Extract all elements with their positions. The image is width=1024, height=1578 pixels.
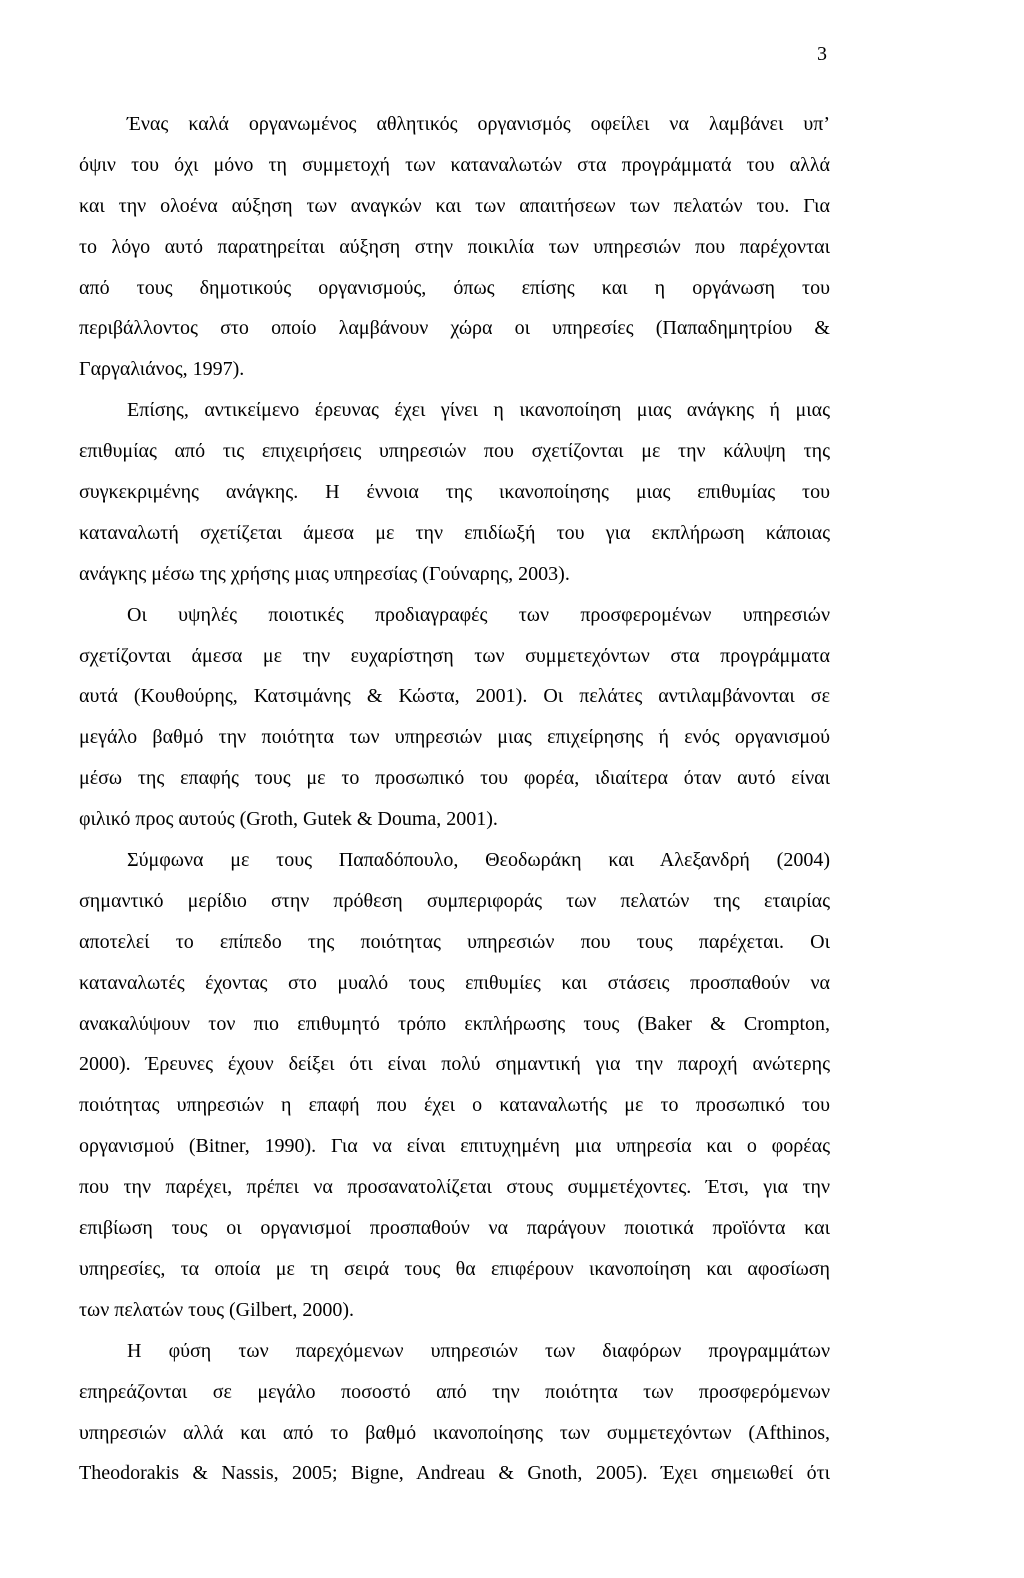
text-line: περιβάλλοντος στο οποίο λαμβάνουν χώρα οι υπηρεσίες (Παπαδημητρίου & <box>79 317 830 340</box>
paragraph <box>79 595 830 840</box>
text-line: μέσω της επαφής τους με το προσωπικό του φορέα, ιδιαίτερα όταν αυτό είναι <box>79 767 830 790</box>
text-line: Γαργαλιάνος, 1997). <box>79 358 245 381</box>
page-number: 3 <box>817 43 827 65</box>
text-line: υπηρεσίες, τα οποία με τη σειρά τους θα επιφέρουν ικανοποίηση και αφοσίωση <box>79 1257 830 1280</box>
text-line: καταναλωτές έχοντας στο μυαλό τους επιθυμίες και στάσεις προσπαθούν να <box>79 971 830 994</box>
text-line: που την παρέχει, πρέπει να προσανατολίζεται στους συμμετέχοντες. Έτσι, για την <box>79 1176 830 1199</box>
text-line: το λόγο αυτό παρατηρείται αύξηση στην ποικιλία των υπηρεσιών που παρέχονται <box>79 235 830 258</box>
text-line: όψιν του όχι μόνο τη συμμετοχή των καταναλωτών στα προγράμματά του αλλά <box>79 153 830 176</box>
text-line: συγκεκριμένης ανάγκης. Η έννοια της ικανοποίησης μιας επιθυμίας του <box>79 481 830 504</box>
text-line: ανακαλύψουν τον πιο επιθυμητό τρόπο εκπλήρωσης τους (Baker & Crompton, <box>79 1012 830 1035</box>
text-line: ποιότητας υπηρεσιών η επαφή που έχει ο καταναλωτής με το προσωπικό του <box>79 1094 830 1117</box>
text-line: και την ολοένα αύξηση των αναγκών και των απαιτήσεων των πελατών του. Για <box>79 194 830 217</box>
text-line: φιλικό προς αυτούς (Groth, Gutek & Douma, 2001). <box>79 808 498 831</box>
text-line: μεγάλο βαθμό την ποιότητα των υπηρεσιών μιας επιχείρησης ή ενός οργανισμού <box>79 726 830 749</box>
text-line: επιβίωση τους οι οργανισμοί προσπαθούν να παράγουν ποιοτικά προϊόντα και <box>79 1217 830 1240</box>
text-line: καταναλωτή σχετίζεται άμεσα με την επιδίωξή του για εκπλήρωση κάποιας <box>79 521 830 544</box>
text-line: Οι υψηλές ποιοτικές προδιαγραφές των προσφερομένων υπηρεσιών <box>127 603 830 626</box>
text-line: οργανισμού (Bitner, 1990). Για να είναι επιτυχημένη μια υπηρεσία και ο φορέας <box>79 1135 830 1158</box>
text-line: από τους δημοτικούς οργανισμούς, όπως επίσης και η οργάνωση του <box>79 276 830 299</box>
text-line: Επίσης, αντικείμενο έρευνας έχει γίνει η ικανοποίηση μιας ανάγκης ή μιας <box>127 399 830 422</box>
paragraph <box>79 390 830 594</box>
paragraph <box>79 1331 830 1495</box>
paragraph <box>79 104 830 390</box>
text-line: 2000). Έρευνες έχουν δείξει ότι είναι πολύ σημαντική για την παροχή ανώτερης <box>79 1053 830 1076</box>
text-line: αποτελεί το επίπεδο της ποιότητας υπηρεσιών που τους παρέχεται. Οι <box>79 930 830 953</box>
text-line: σχετίζονται άμεσα με την ευχαρίστηση των συμμετεχόντων στα προγράμματα <box>79 644 830 667</box>
text-line: υπηρεσιών αλλά και από το βαθμό ικανοποίησης των συμμετεχόντων (Afthinos, <box>79 1421 830 1444</box>
text-line: Η φύση των παρεχόμενων υπηρεσιών των διαφόρων προγραμμάτων <box>127 1339 830 1362</box>
text-line: ανάγκης μέσω της χρήσης μιας υπηρεσίας (Γούναρης, 2003). <box>79 562 570 585</box>
text-line: Ένας καλά οργανωμένος αθλητικός οργανισμός οφείλει να λαμβάνει υπ’ <box>127 113 830 135</box>
paragraph <box>79 840 830 1331</box>
text-line: Σύμφωνα με τους Παπαδόπουλο, Θεοδωράκη και Αλεξανδρή (2004) <box>127 849 830 872</box>
text-line: των πελατών τους (Gilbert, 2000). <box>79 1298 354 1321</box>
text-line: αυτά (Κουθούρης, Κατσιμάνης & Κώστα, 2001). Οι πελάτες αντιλαμβάνονται σε <box>79 685 830 708</box>
text-line: Theodorakis & Nassis, 2005; Bigne, Andreau & Gnoth, 2005). Έχει σημειωθεί ότι <box>79 1462 830 1485</box>
text-line: επηρεάζονται σε μεγάλο ποσοστό από την ποιότητα των προσφερόμενων <box>79 1380 830 1403</box>
body-text <box>79 104 830 1494</box>
text-line: επιθυμίας από τις επιχειρήσεις υπηρεσιών που σχετίζονται με την κάλυψη της <box>79 440 830 463</box>
text-line: σημαντικό μερίδιο στην πρόθεση συμπεριφοράς των πελατών της εταιρίας <box>79 889 830 912</box>
